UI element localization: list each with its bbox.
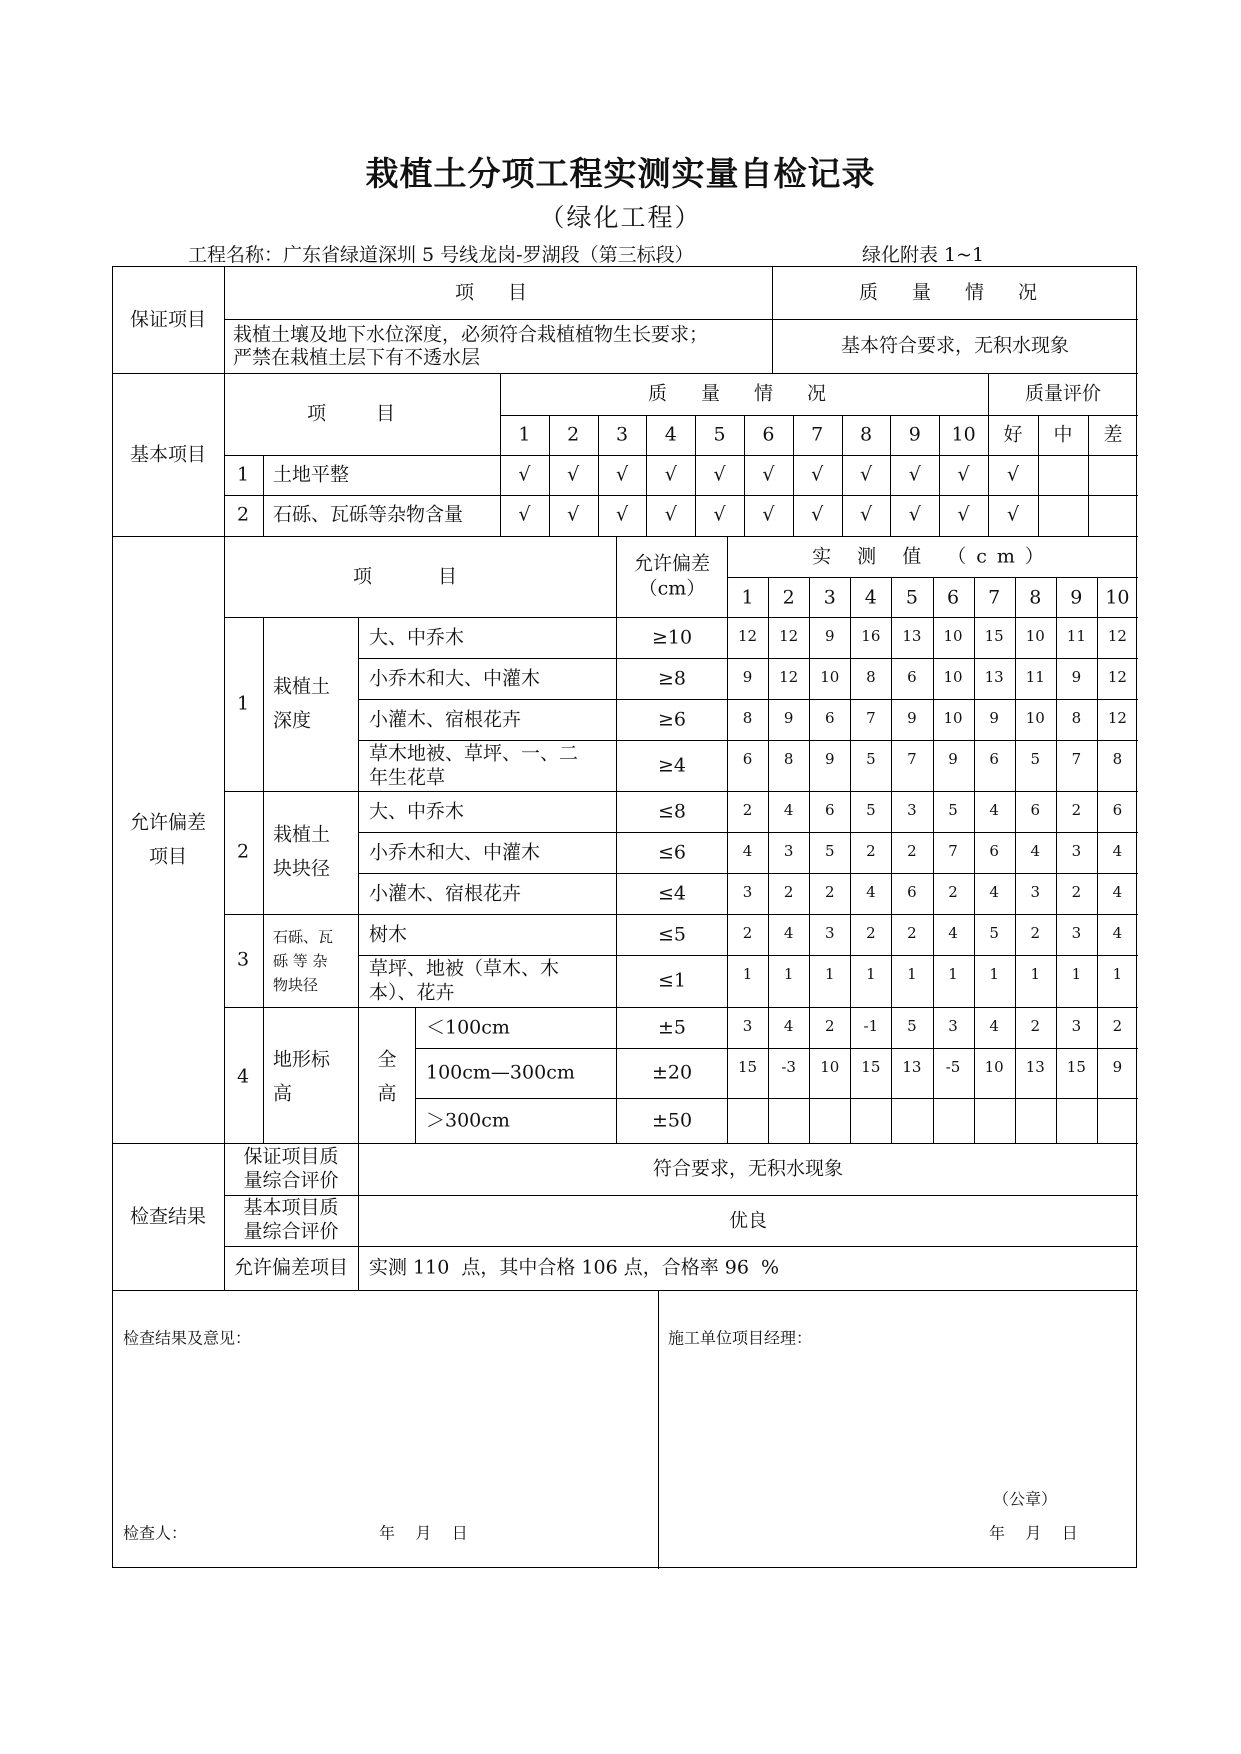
tolerance-value: ≤6 — [657, 841, 687, 864]
measured-value: 6 — [907, 883, 917, 901]
measured-value: 5 — [948, 801, 958, 819]
measured-value: 8 — [742, 709, 753, 727]
check-mark: √ — [615, 463, 629, 486]
measured-value: 2 — [1030, 924, 1041, 942]
basic-quality-header: 质 量 情 况 — [647, 382, 841, 405]
basic-row-number: 1 — [236, 463, 250, 486]
group-name: 高 — [273, 1082, 293, 1105]
guarantee-eval-label-1: 保证项目质 — [243, 1145, 339, 1168]
measured-value: 5 — [989, 924, 999, 942]
measured-value: 2 — [907, 842, 917, 860]
basic-number-header: 9 — [908, 423, 921, 446]
measured-value: 6 — [1112, 801, 1123, 819]
measured-value: 3 — [1071, 842, 1082, 860]
basic-eval-label-1: 基本项目质 — [243, 1196, 339, 1219]
measured-value: 4 — [1030, 842, 1041, 860]
check-mark: √ — [567, 463, 580, 486]
measured-value: 10 — [943, 668, 963, 686]
measured-value: 10 — [984, 1058, 1004, 1076]
opinion-label: 检查结果及意见： — [123, 1328, 252, 1348]
measured-value: 6 — [989, 842, 999, 860]
measured-value: 4 — [989, 1017, 999, 1035]
measured-value: 4 — [783, 801, 794, 819]
group-name: 砾 等 杂 — [273, 952, 328, 970]
date-left: 年 月 日 — [379, 1523, 468, 1543]
measured-value: 2 — [1071, 801, 1082, 819]
measured-value: 13 — [902, 627, 922, 645]
guarantee-item-header: 项 目 — [454, 281, 542, 304]
measured-value: 6 — [989, 750, 999, 768]
guarantee-item-text-1: 栽植土壤及地下水位深度，必须符合栽植植物生长要求； — [233, 323, 709, 346]
group-name: 物块径 — [273, 976, 319, 994]
measured-value: 15 — [984, 627, 1004, 645]
measured-header: 实 测 值 （cm） — [812, 545, 1054, 568]
measured-number-header: 1 — [741, 586, 754, 609]
basic-number-header: 5 — [713, 423, 726, 446]
measured-value: 7 — [948, 842, 958, 860]
measured-value: 1 — [989, 965, 999, 983]
measured-value: 3 — [742, 1017, 753, 1035]
basic-item-header: 项 目 — [306, 402, 418, 425]
measured-value: 4 — [783, 1017, 794, 1035]
seal-label: （公章） — [993, 1489, 1058, 1509]
measured-value: 9 — [1071, 668, 1082, 686]
measured-value: 7 — [1071, 750, 1082, 768]
measured-value: 4 — [1112, 924, 1123, 942]
tolerance-value: ≤5 — [657, 923, 687, 946]
check-mark: √ — [859, 503, 873, 526]
measured-value: 9 — [1112, 1058, 1123, 1076]
measured-value: 1 — [1030, 965, 1041, 983]
check-mark: √ — [664, 463, 677, 486]
basic-grade-header: 好 — [1003, 423, 1023, 446]
basic-number-header: 10 — [951, 423, 976, 446]
deviation-item: ＞300cm — [426, 1109, 510, 1132]
measured-value: 1 — [742, 965, 753, 983]
check-mark: √ — [567, 503, 580, 526]
eval-mark: √ — [1006, 463, 1020, 486]
measured-value: 2 — [1112, 1017, 1123, 1035]
measured-value: 5 — [824, 842, 835, 860]
project-name: 工程名称：广东省绿道深圳 5 号线龙岗-罗湖段（第三标段） — [188, 244, 694, 266]
measured-value: 16 — [861, 627, 881, 645]
measured-value: 13 — [984, 668, 1004, 686]
group-subname: 高 — [377, 1082, 397, 1105]
tolerance-value: ±5 — [657, 1016, 687, 1039]
measured-value: 1 — [907, 965, 917, 983]
guarantee-section-label: 保证项目 — [129, 308, 207, 331]
check-mark: √ — [615, 503, 629, 526]
measured-value: 15 — [1066, 1058, 1086, 1076]
measured-value: 2 — [824, 883, 835, 901]
guarantee-quality-value: 基本符合要求，无积水现象 — [840, 334, 1070, 357]
tolerance-value: ≥4 — [657, 754, 687, 777]
inspection-table — [112, 266, 1137, 1568]
basic-eval-header: 质量评价 — [1024, 382, 1102, 405]
basic-row-name: 土地平整 — [273, 463, 350, 486]
measured-value: 3 — [907, 801, 917, 819]
measured-value: 8 — [1112, 750, 1123, 768]
group-name: 栽植土 — [273, 823, 331, 846]
deviation-item: 树木 — [369, 923, 408, 946]
measured-value: 2 — [742, 801, 753, 819]
tolerance-value: ≤1 — [657, 969, 687, 992]
tolerance-header-2: （cm） — [638, 577, 706, 600]
basic-eval-value: 优良 — [728, 1209, 768, 1232]
group-number: 3 — [236, 948, 250, 971]
group-number: 1 — [236, 692, 250, 715]
measured-value: 5 — [866, 750, 876, 768]
measured-value: 2 — [1030, 1017, 1041, 1035]
measured-value: 9 — [907, 709, 917, 727]
measured-value: 4 — [1112, 883, 1123, 901]
measured-value: 8 — [783, 750, 794, 768]
measured-value: 12 — [1107, 627, 1127, 645]
group-name: 栽植土 — [273, 675, 331, 698]
group-name: 石砾、瓦 — [273, 928, 334, 946]
deviation-section-label-2: 项目 — [148, 845, 188, 868]
basic-grade-header: 中 — [1053, 423, 1073, 446]
deviation-item: 草坪、地被（草木、木 — [369, 957, 560, 980]
measured-value: 11 — [1066, 627, 1086, 645]
check-mark: √ — [518, 463, 531, 486]
basic-number-header: 3 — [615, 423, 629, 446]
check-mark: √ — [518, 503, 531, 526]
group-number: 2 — [236, 840, 250, 863]
check-mark: √ — [713, 463, 726, 486]
measured-value: -3 — [781, 1058, 796, 1076]
basic-row-name: 石砾、瓦砾等杂物含量 — [273, 503, 464, 526]
measured-value: 12 — [779, 627, 799, 645]
measured-value: 10 — [943, 627, 963, 645]
tolerance-value: ≥10 — [651, 626, 693, 649]
measured-value: 10 — [1025, 627, 1045, 645]
measured-value: 12 — [779, 668, 799, 686]
measured-value: 10 — [943, 709, 963, 727]
measured-value: 13 — [1025, 1058, 1045, 1076]
check-mark: √ — [811, 463, 824, 486]
measured-value: 8 — [1071, 709, 1082, 727]
measured-value: 2 — [866, 842, 876, 860]
measured-number-header: 5 — [905, 586, 918, 609]
measured-value: 6 — [824, 709, 835, 727]
measured-value: 4 — [866, 883, 876, 901]
tolerance-value: ≤8 — [657, 800, 687, 823]
measured-value: 5 — [907, 1017, 917, 1035]
measured-value: 4 — [989, 801, 999, 819]
measured-value: 10 — [1025, 709, 1045, 727]
measured-value: -1 — [863, 1017, 879, 1035]
guarantee-eval-label-2: 量综合评价 — [243, 1169, 339, 1192]
measured-value: 4 — [1112, 842, 1123, 860]
measured-number-header: 6 — [947, 586, 960, 609]
measured-number-header: 2 — [782, 586, 795, 609]
basic-number-header: 7 — [811, 423, 824, 446]
measured-number-header: 3 — [823, 586, 836, 609]
basic-section-label: 基本项目 — [129, 443, 207, 466]
measured-number-header: 4 — [864, 586, 877, 609]
measured-value: 12 — [1107, 709, 1127, 727]
measured-value: 6 — [742, 750, 753, 768]
measured-value: 10 — [820, 668, 840, 686]
measured-value: 12 — [1107, 668, 1127, 686]
deviation-item-header: 项 目 — [352, 565, 488, 588]
measured-value: 7 — [907, 750, 917, 768]
measured-value: 5 — [866, 801, 876, 819]
measured-value: 2 — [1071, 883, 1082, 901]
measured-value: 2 — [783, 883, 794, 901]
measured-value: 7 — [866, 709, 876, 727]
measured-value: 1 — [824, 965, 835, 983]
measured-value: 15 — [861, 1058, 881, 1076]
eval-mark: √ — [1006, 503, 1020, 526]
check-mark: √ — [859, 463, 873, 486]
measured-value: 1 — [1071, 965, 1082, 983]
basic-number-header: 6 — [762, 423, 775, 446]
deviation-item: 本）、花卉 — [369, 981, 455, 1004]
guarantee-quality-header: 质 量 情 况 — [858, 281, 1052, 304]
deviation-section-label-1: 允许偏差 — [129, 811, 207, 834]
date-right: 年 月 日 — [989, 1523, 1078, 1543]
check-mark: √ — [957, 503, 970, 526]
page-subtitle: （绿化工程） — [539, 203, 702, 232]
measured-value: 4 — [989, 883, 999, 901]
basic-grade-header: 差 — [1103, 423, 1123, 446]
measured-value: 3 — [742, 883, 753, 901]
page-title: 栽植土分项工程实测实量自检记录 — [365, 154, 876, 193]
deviation-item: 大、中乔木 — [369, 800, 465, 823]
measured-value: 9 — [742, 668, 753, 686]
guarantee-item-text-2: 严禁在栽植土层下有不透水层 — [233, 346, 481, 369]
measured-value: 13 — [902, 1058, 922, 1076]
measured-value: 12 — [738, 627, 758, 645]
deviation-item: 年生花草 — [369, 766, 446, 789]
measured-value: 9 — [783, 709, 794, 727]
check-mark: √ — [908, 463, 921, 486]
group-number: 4 — [236, 1065, 250, 1088]
tolerance-value: ≤4 — [657, 882, 687, 905]
measured-value: 3 — [1030, 883, 1041, 901]
appendix-label: 绿化附表 1~1 — [862, 244, 985, 266]
measured-number-header: 10 — [1105, 586, 1130, 609]
measured-value: 4 — [742, 842, 753, 860]
measured-value: 4 — [783, 924, 794, 942]
group-name: 深度 — [273, 709, 312, 732]
measured-value: 1 — [866, 965, 876, 983]
check-mark: √ — [713, 503, 726, 526]
measured-value: 2 — [907, 924, 917, 942]
measured-value: 2 — [948, 883, 958, 901]
deviation-item: 小灌木、宿根花卉 — [369, 708, 522, 731]
measured-number-header: 7 — [988, 586, 1001, 609]
check-mark: √ — [908, 503, 921, 526]
measured-value: 2 — [824, 1017, 835, 1035]
measured-value: 2 — [866, 924, 876, 942]
inspector-label: 检查人： — [123, 1523, 188, 1543]
measured-value: 6 — [907, 668, 917, 686]
basic-number-header: 4 — [664, 423, 677, 446]
basic-eval-label-2: 量综合评价 — [243, 1220, 339, 1243]
result-section-label: 检查结果 — [129, 1205, 207, 1228]
deviation-item: 草木地被、草坪、一、二 — [369, 742, 579, 765]
group-name: 地形标 — [273, 1048, 331, 1071]
tolerance-value: ≥6 — [657, 708, 687, 731]
measured-value: 6 — [824, 801, 835, 819]
measured-value: 2 — [742, 924, 753, 942]
measured-value: 9 — [948, 750, 958, 768]
basic-number-header: 1 — [518, 423, 531, 446]
measured-number-header: 8 — [1029, 586, 1042, 609]
basic-number-header: 2 — [567, 423, 580, 446]
measured-value: 8 — [866, 668, 876, 686]
measured-value: 1 — [948, 965, 958, 983]
deviation-eval-label: 允许偏差项目 — [233, 1256, 349, 1279]
check-mark: √ — [762, 503, 775, 526]
measured-value: -5 — [945, 1058, 961, 1076]
measured-value: 1 — [1112, 965, 1123, 983]
measured-value: 9 — [824, 750, 835, 768]
basic-number-header: 8 — [859, 423, 873, 446]
deviation-item: 小灌木、宿根花卉 — [369, 882, 522, 905]
check-mark: √ — [811, 503, 824, 526]
measured-value: 5 — [1030, 750, 1041, 768]
tolerance-value: ±50 — [651, 1109, 693, 1132]
deviation-item: 大、中乔木 — [369, 626, 465, 649]
measured-value: 6 — [1030, 801, 1041, 819]
tolerance-header-1: 允许偏差 — [633, 552, 711, 575]
group-subname: 全 — [377, 1048, 397, 1071]
check-mark: √ — [957, 463, 970, 486]
deviation-item: 小乔木和大、中灌木 — [369, 667, 541, 690]
basic-row-number: 2 — [236, 503, 250, 526]
measured-number-header: 9 — [1070, 586, 1083, 609]
measured-value: 4 — [948, 924, 958, 942]
deviation-eval-value: 实测 110 点，其中合格 106 点，合格率 96 % — [369, 1256, 780, 1279]
manager-label: 施工单位项目经理： — [668, 1328, 813, 1348]
measured-value: 15 — [738, 1058, 758, 1076]
measured-value: 9 — [824, 627, 835, 645]
check-mark: √ — [762, 463, 775, 486]
guarantee-eval-value: 符合要求，无积水现象 — [652, 1157, 844, 1180]
measured-value: 3 — [1071, 924, 1082, 942]
deviation-item: 小乔木和大、中灌木 — [369, 841, 541, 864]
measured-value: 11 — [1025, 668, 1045, 686]
measured-value: 3 — [824, 924, 835, 942]
measured-value: 3 — [1071, 1017, 1082, 1035]
deviation-item: ＜100cm — [426, 1016, 510, 1039]
measured-value: 9 — [989, 709, 999, 727]
tolerance-value: ≥8 — [657, 667, 687, 690]
check-mark: √ — [664, 503, 677, 526]
measured-value: 10 — [820, 1058, 840, 1076]
deviation-item: 100cm—300cm — [426, 1061, 575, 1084]
measured-value: 3 — [948, 1017, 958, 1035]
tolerance-value: ±20 — [651, 1061, 693, 1084]
group-name: 块块径 — [273, 857, 331, 880]
measured-value: 1 — [783, 965, 794, 983]
measured-value: 3 — [783, 842, 794, 860]
